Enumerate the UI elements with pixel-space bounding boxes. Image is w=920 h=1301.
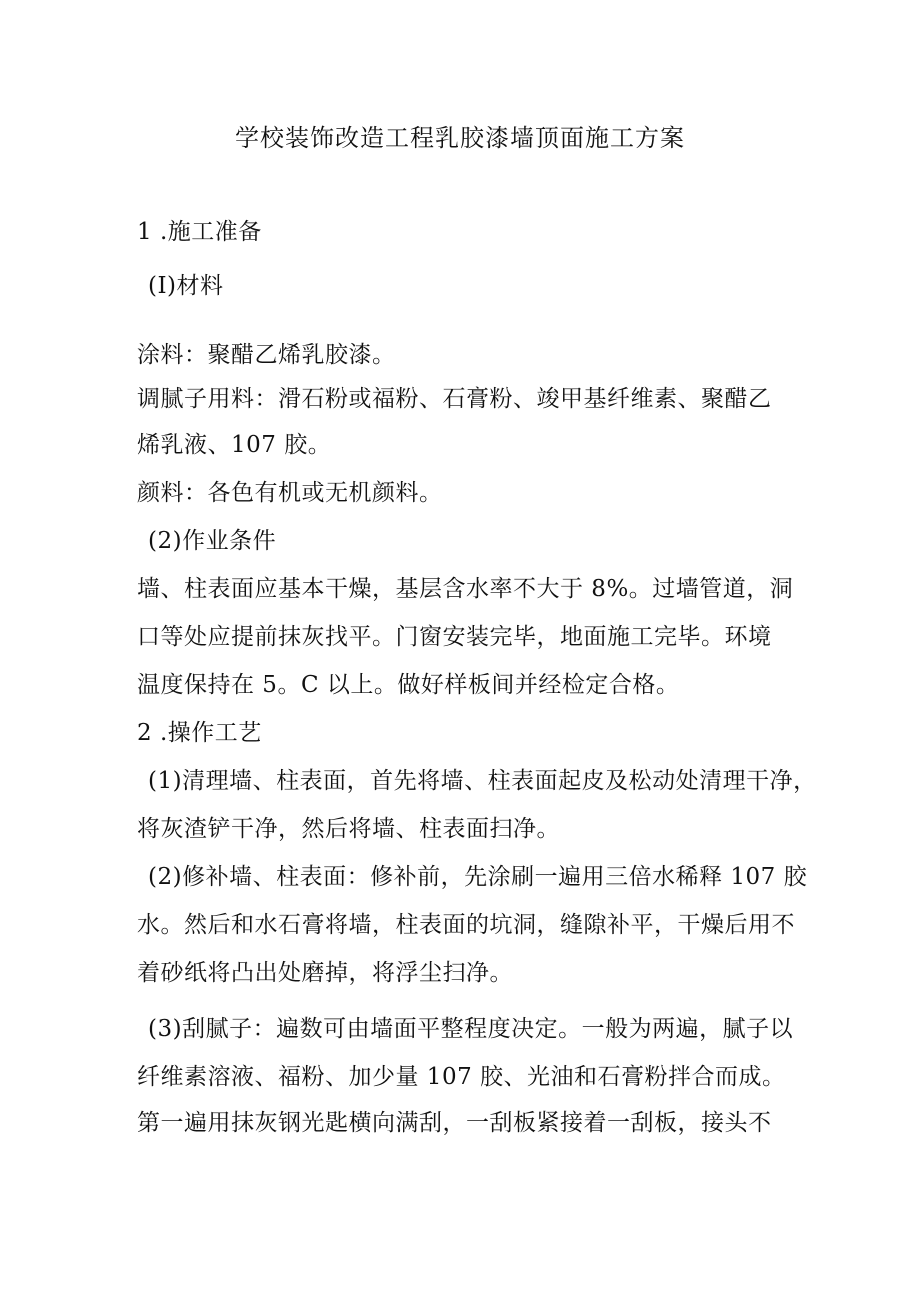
paragraph-line: 着砂纸将凸出处磨掉，将浮尘扫净。 <box>137 960 513 986</box>
paragraph-line: 调腻子用料：滑石粉或福粉、石膏粉、竣甲基纤维素、聚醋乙 <box>137 386 772 412</box>
paragraph-line: 第一遍用抹灰钢光匙横向满刮，一刮板紧接着一刮板，接头不 <box>137 1110 772 1136</box>
paragraph-line: 墙、柱表面应基本干燥，基层含水率不大于 8%。过墙管道，洞 <box>137 576 794 602</box>
paragraph-line: (1)清理墙、柱表面，首先将墙、柱表面起皮及松动处清理干净， <box>148 768 817 794</box>
paragraph-line: 涂料：聚醋乙烯乳胶漆。 <box>137 342 396 368</box>
paragraph-line: 温度保持在 5。C 以上。做好样板间并经检定合格。 <box>137 672 680 698</box>
section-heading-process: 2 .操作工艺 <box>137 720 262 746</box>
paragraph-line: 颜料：各色有机或无机颜料。 <box>137 480 443 506</box>
paragraph-line: (3)刮腻子：遍数可由墙面平整程度决定。一般为两遍，腻子以 <box>148 1016 794 1042</box>
section-heading-preparation: 1 .施工准备 <box>137 219 262 245</box>
subheading-conditions: (2)作业条件 <box>148 528 277 554</box>
paragraph-line: 纤维素溶液、福粉、加少量 107 胶、光油和石膏粉拌合而成。 <box>137 1064 786 1090</box>
paragraph-line: 水。然后和水石膏将墙，柱表面的坑洞，缝隙补平，干燥后用不 <box>137 912 795 938</box>
paragraph-line: 烯乳液、107 胶。 <box>137 432 332 458</box>
document-title: 学校装饰改造工程乳胶漆墙顶面施工方案 <box>235 124 685 152</box>
paragraph-line: 口等处应提前抹灰找平。门窗安装完毕，地面施工完毕。环境 <box>137 624 772 650</box>
subheading-materials: (I)材料 <box>148 273 224 299</box>
paragraph-line: (2)修补墙、柱表面：修补前，先涂刷一遍用三倍水稀释 107 胶 <box>148 864 808 890</box>
paragraph-line: 将灰渣铲干净，然后将墙、柱表面扫净。 <box>137 816 560 842</box>
